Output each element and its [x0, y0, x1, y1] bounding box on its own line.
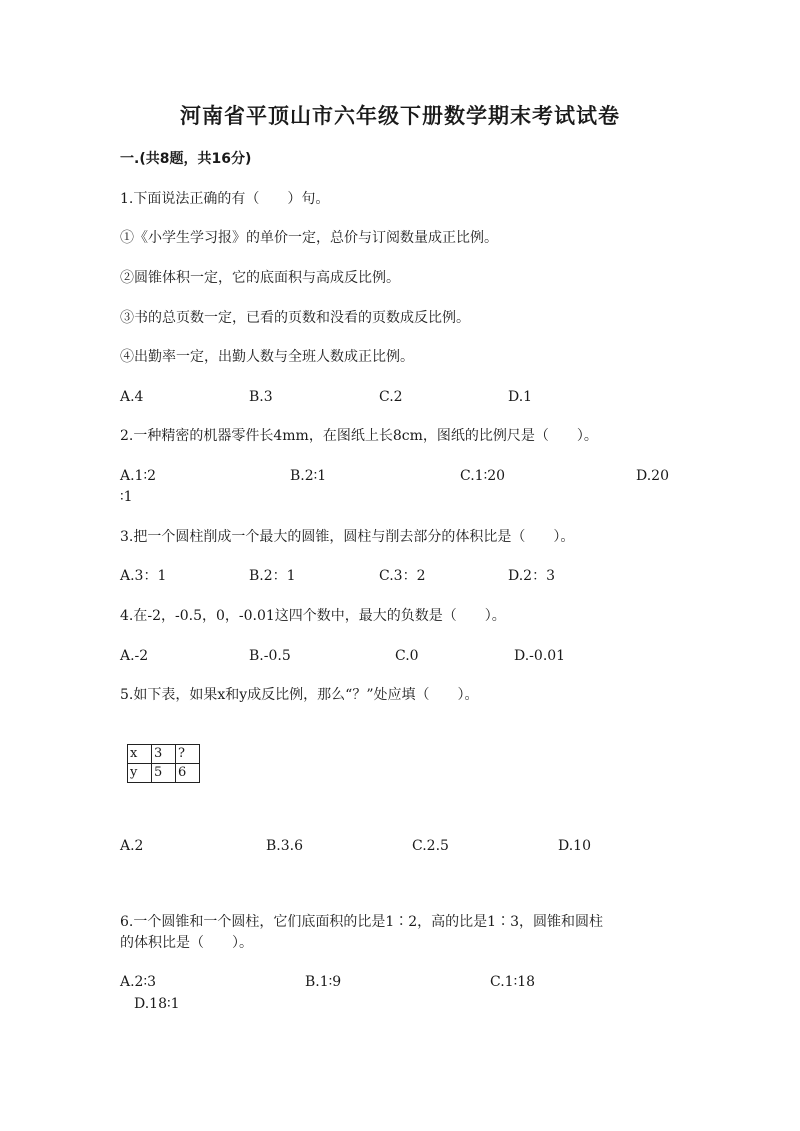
- question-4-option-b: B.-0.5: [249, 648, 291, 664]
- xy-table: [127, 744, 200, 783]
- question-2-option-d: D.20: [636, 468, 669, 484]
- question-1-option-b: B.3: [249, 389, 273, 405]
- question-3-stem: 3.把一个圆柱削成一个最大的圆锥，圆柱与削去部分的体积比是（ ）。: [120, 529, 575, 545]
- question-1-statement-1: ①《小学生学习报》的单价一定，总价与订阅数量成正比例。: [120, 230, 498, 246]
- table-cell: ?: [176, 745, 200, 764]
- question-1-option-d: D.1: [508, 389, 533, 405]
- question-6-option-b: B.1∶9: [305, 974, 342, 990]
- table-cell: 3: [152, 745, 176, 764]
- question-1-statement-2: ②圆锥体积一定，它的底面积与高成反比例。: [120, 270, 400, 286]
- question-2-option-d-continued: ∶1: [120, 489, 133, 505]
- table-cell: y: [128, 764, 152, 783]
- question-5-stem: 5.如下表，如果x和y成反比例，那么“？”处应填（ ）。: [120, 687, 479, 703]
- question-6-stem-line-1: 6.一个圆锥和一个圆柱，它们底面积的比是1∶2，高的比是1∶3，圆锥和圆柱: [120, 914, 603, 930]
- question-1-stem: 1.下面说法正确的有（ ）句。: [120, 191, 330, 207]
- question-5-option-b: B.3.6: [266, 838, 304, 854]
- question-1-statement-4: ④出勤率一定，出勤人数与全班人数成正比例。: [120, 349, 414, 365]
- question-2-option-c: C.1∶20: [460, 468, 506, 484]
- question-6-option-c: C.1∶18: [490, 974, 536, 990]
- question-1-option-c: C.2: [379, 389, 403, 405]
- question-6-option-d: D.18∶1: [134, 996, 180, 1012]
- question-4-stem: 4.在-2，-0.5，0，-0.01这四个数中，最大的负数是（ ）。: [120, 608, 506, 624]
- page-title: 河南省平顶山市六年级下册数学期末考试试卷: [180, 104, 620, 128]
- question-1-statement-3: ③书的总页数一定，已看的页数和没看的页数成反比例。: [120, 310, 470, 326]
- question-1-option-a: A.4: [120, 389, 144, 405]
- section-heading: 一.(共8题，共16分): [120, 151, 252, 167]
- question-6-option-a: A.2∶3: [120, 974, 157, 990]
- table-cell: 6: [176, 764, 200, 783]
- table-cell: 5: [152, 764, 176, 783]
- question-4-option-c: C.0: [395, 648, 419, 664]
- question-3-option-a: A.3：1: [120, 568, 167, 584]
- question-6-stem-line-2: 的体积比是（ ）。: [120, 935, 253, 951]
- question-5-option-d: D.10: [558, 838, 591, 854]
- question-2-option-a: A.1∶2: [120, 468, 157, 484]
- question-4-option-a: A.-2: [120, 648, 149, 664]
- table-row: [128, 764, 200, 783]
- question-4-option-d: D.-0.01: [514, 648, 566, 664]
- question-3-option-b: B.2：1: [249, 568, 296, 584]
- table-cell: x: [128, 745, 152, 764]
- question-3-option-c: C.3：2: [379, 568, 426, 584]
- question-5-option-a: A.2: [120, 838, 144, 854]
- question-2-option-b: B.2∶1: [290, 468, 327, 484]
- question-2-stem: 2.一种精密的机器零件长4mm，在图纸上长8cm，图纸的比例尺是（ ）。: [120, 428, 598, 444]
- table-row: [128, 745, 200, 764]
- question-3-option-d: D.2：3: [508, 568, 555, 584]
- question-5-option-c: C.2.5: [412, 838, 449, 854]
